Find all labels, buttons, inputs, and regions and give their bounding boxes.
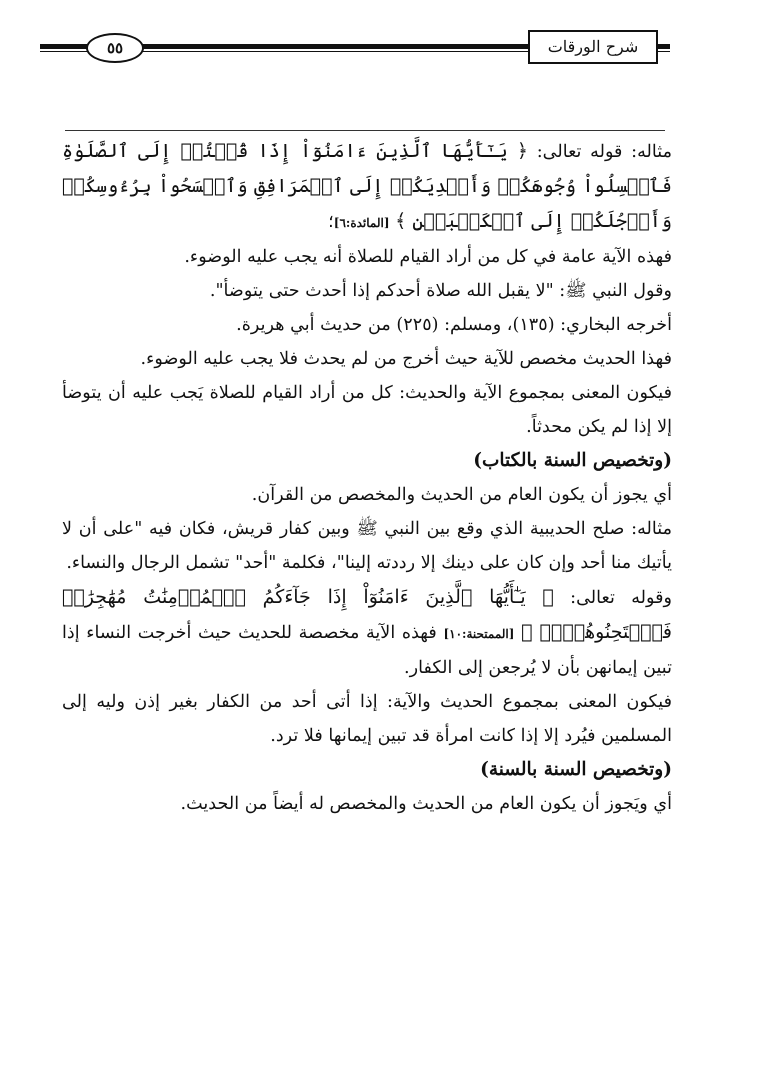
paragraph-3: أخرجه البخاري: (١٣٥)، ومسلم: (٢٢٥) من حديث أبي هريرة. xyxy=(236,315,672,335)
example-1-paragraph xyxy=(62,134,672,240)
section-heading-1: (وتخصيص السنة بالكتاب) xyxy=(473,450,672,471)
header-rule-left xyxy=(40,44,88,49)
page-header xyxy=(0,0,758,80)
paragraph-9: أي ويَجوز أن يكون العام من الحديث والمخصص له أيضاً من الحديث. xyxy=(180,794,672,814)
paragraph-5: فيكون المعنى بمجموع الآية والحديث: كل من أراد القيام للصلاة يَجب عليه أن يتوضأ إلا إذا لم يكن محدثاً. xyxy=(62,383,672,437)
paragraph-7: مثاله: صلح الحديبية الذي وقع بين النبي ﷺ وبين كفار قريش، فكان فيه "على أن لا يأتيك منا أحد وإن كان على دينك إلا رددته إلينا"، فكلمة "أحد" تشمل الرجال والنساء. xyxy=(62,519,672,573)
verse-2-reference: [الممتحنة:١٠] xyxy=(443,627,515,641)
verse-1-punctuation: ؛ xyxy=(328,212,334,232)
paragraph-8: فيكون المعنى بمجموع الحديث والآية: إذا أتى أحد من الكفار بغير إذن وليه إلى المسلمين فيُرد إلا إذا كانت امرأة قد تبين إيمانها فلا ترد. xyxy=(62,692,672,746)
header-rule-middle xyxy=(138,44,530,49)
verse-1-reference: [المائدة:٦] xyxy=(333,216,390,230)
book-title: شرح الورقات xyxy=(528,30,658,64)
example-1-intro: مثاله: قوله تعالى: xyxy=(528,142,672,162)
paragraph-1: فهذه الآية عامة في كل من أراد القيام للصلاة أنه يجب عليه الوضوء. xyxy=(184,247,672,267)
page-body xyxy=(62,134,672,1034)
paragraph-4: فهذا الحديث مخصص للآية حيث أخرج من لم يحدث فلا يجب عليه الوضوء. xyxy=(140,349,672,369)
page-number: ٥٥ xyxy=(86,33,144,63)
separator-line xyxy=(65,130,665,131)
paragraph-6: أي يجوز أن يكون العام من الحديث والمخصص من القرآن. xyxy=(251,485,672,505)
example-2-paragraph xyxy=(62,580,672,685)
example-2-intro: وقوله تعالى: xyxy=(553,588,672,608)
example-2-explanation: فهذه الآية مخصصة للحديث حيث أخرجت النساء إذا تبين إيمانهن بأن لا يُرجعن إلى الكفار. xyxy=(62,623,672,678)
paragraph-2: وقول النبي ﷺ: "لا يقبل الله صلاة أحدكم إذا أحدث حتى يتوضأ". xyxy=(209,281,672,301)
quran-verse-2: ﴿ يَـٰٓأَيُّهَا ٱلَّذِينَ ءَامَنُوٓاْ إِذَا جَآءَكُمُ ٱلۡمُؤۡمِنَٰتُ مُهَٰجِرَٰتٖ فَٱمۡتَحِنُوهُنَّۖ ﴾ xyxy=(62,586,672,643)
quran-verse-1: ﴿ يَـٰٓأَيُّهَا ٱلَّذِينَ ءَامَنُوٓاْ إِذَا قُمۡتُمۡ إِلَى ٱلصَّلَوٰةِ فَٱغۡسِلُواْ وُجُوهَكُمۡ وَأَيۡدِيَكُمۡ إِلَى ٱلۡمَرَافِقِ وَٱمۡسَحُواْ بِرُءُوسِكُمۡ وَأَرۡجُلَكُمۡ إِلَى ٱلۡكَعۡبَيۡنِ ﴾ xyxy=(62,140,672,232)
section-heading-2: (وتخصيص السنة بالسنة) xyxy=(480,759,672,780)
